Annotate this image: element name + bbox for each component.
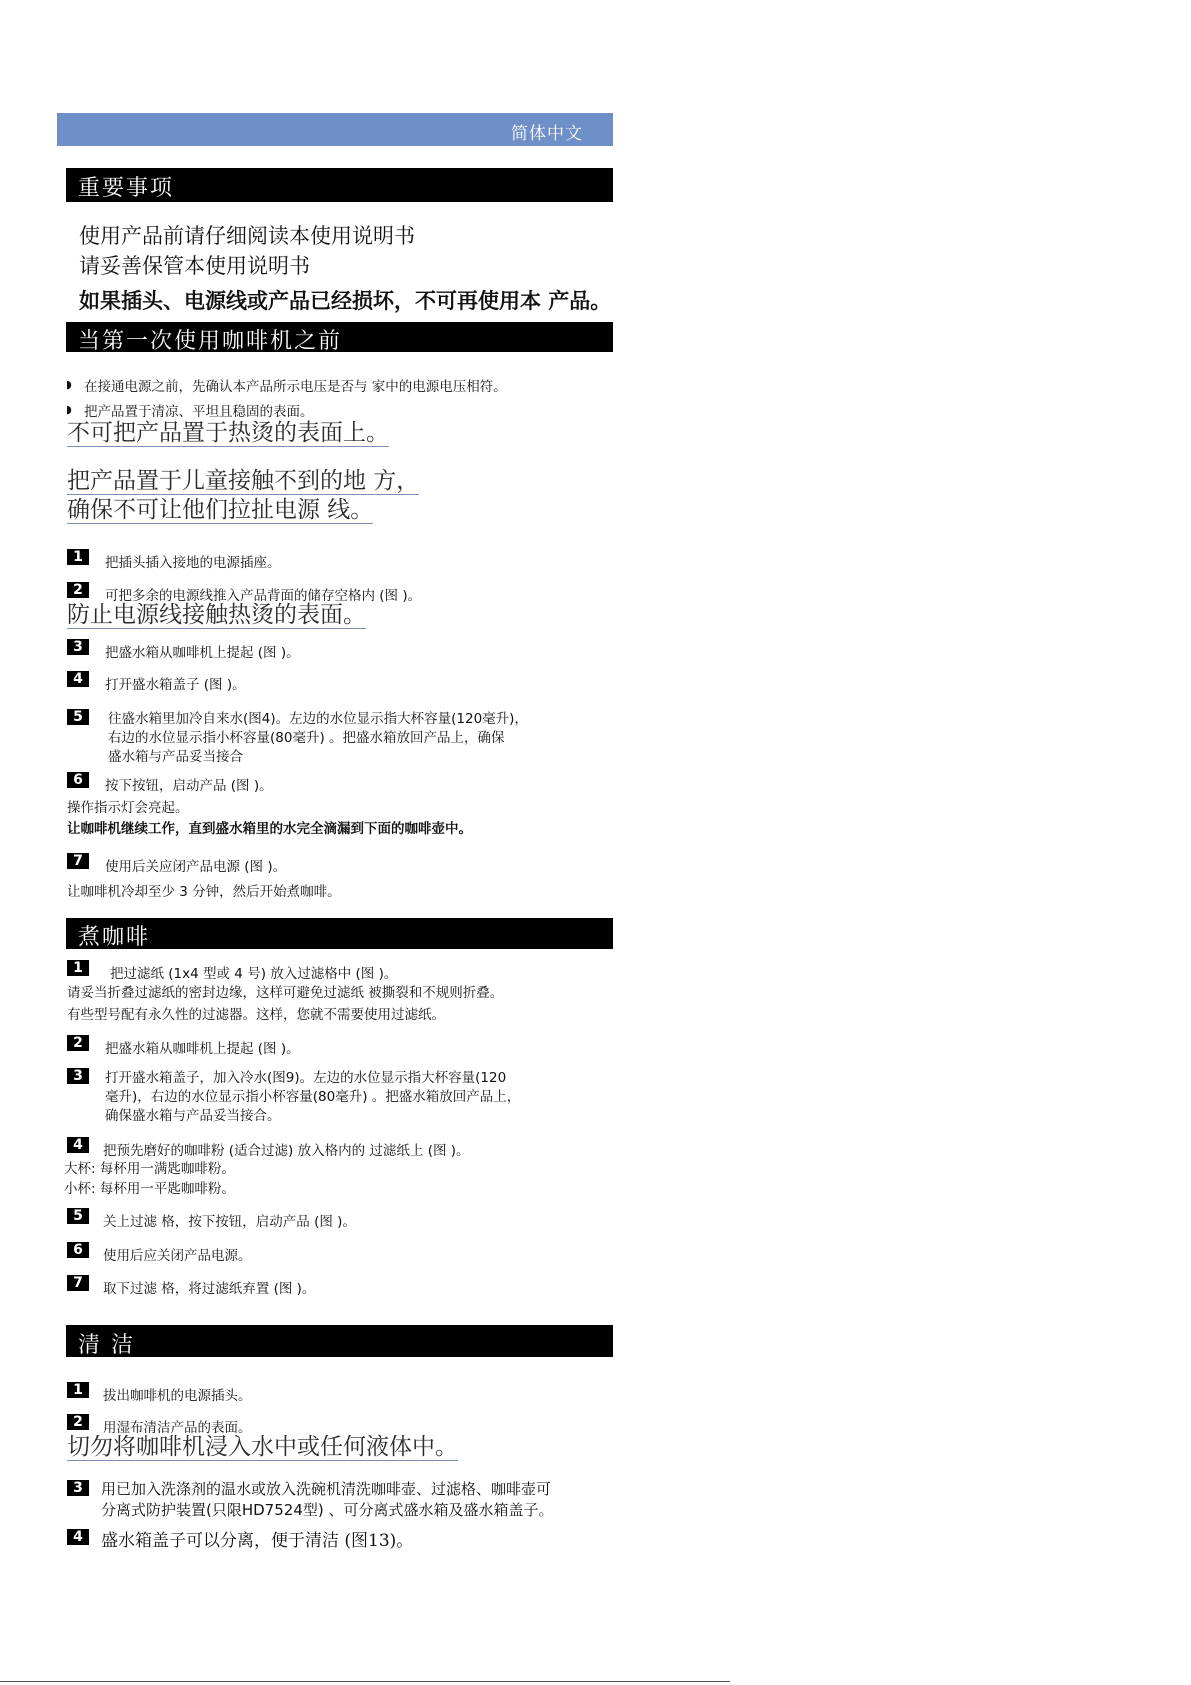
important-warning: 如果插头、电源线或产品已经损坏，不可再使用本 产品。 <box>79 289 612 313</box>
section-title: 煮咖啡 <box>78 925 151 950</box>
step-number: 2 <box>67 1414 89 1430</box>
step-text: 把预先磨好的咖啡粉 (适合过滤) 放入格内的 过滤纸上 (图 )。 <box>103 1143 470 1159</box>
step-note: 有些型号配有永久性的过滤器。这样，您就不需要使用过滤纸。 <box>67 1007 445 1023</box>
step-text: 把盛水箱从咖啡机上提起 (图 )。 <box>105 1041 300 1057</box>
section-header-cleaning <box>66 1325 613 1357</box>
warning-children-1: 把产品置于儿童接触不到的地 方， <box>67 468 420 494</box>
step-note: 让咖啡机继续工作，直到盛水箱里的水完全滴漏到下面的咖啡壶中。 <box>67 821 472 837</box>
step-text: 使用后应关闭产品电源。 <box>103 1248 252 1264</box>
step-text: 分离式防护装置(只限HD7524型) 、可分离式盛水箱及盛水箱盖子。 <box>101 1501 554 1519</box>
step-number: 6 <box>67 772 89 788</box>
section-title: 清 洁 <box>78 1333 135 1358</box>
important-line-2: 请妥善保管本使用说明书 <box>79 254 310 278</box>
step-number: 4 <box>67 1529 89 1545</box>
step-text: 用湿布清洁产品的表面。 <box>103 1420 252 1436</box>
step-text: 毫升)，右边的水位显示指小杯容量(80毫升) 。把盛水箱放回产品上， <box>105 1089 521 1105</box>
bullet-icon: ◗ <box>66 378 72 391</box>
step-text: 右边的水位显示指小杯容量(80毫升) 。把盛水箱放回产品上，确保 <box>108 730 505 746</box>
important-line-1: 使用产品前请仔细阅读本使用说明书 <box>79 224 415 248</box>
step-number: 6 <box>67 1242 89 1258</box>
step-text: 用已加入洗涤剂的温水或放入洗碗机清洗咖啡壶、过滤格、咖啡壶可 <box>101 1480 552 1498</box>
bullet-text: 把产品置于清凉、平坦且稳固的表面。 <box>84 404 314 420</box>
step-number: 1 <box>67 549 89 565</box>
step-text: 把过滤纸 (1x4 型或 4 号) 放入过滤格中 (图 )。 <box>110 966 398 982</box>
warning-children-2: 确保不可让他们拉扯电源 线。 <box>67 497 374 523</box>
step-note: 操作指示灯会亮起。 <box>67 800 189 816</box>
warning-hot-surface: 不可把产品置于热烫的表面上。 <box>67 420 389 446</box>
step-text: 可把多余的电源线推入产品背面的储存空格内 (图 )。 <box>105 588 422 604</box>
step-text: 取下过滤 格，将过滤纸弃置 (图 )。 <box>103 1281 316 1297</box>
step-text: 盛水箱盖子可以分离，便于清洁 (图13)。 <box>101 1531 414 1551</box>
section-header-important <box>66 168 613 202</box>
step-number: 7 <box>67 853 89 869</box>
step-number: 2 <box>67 582 89 598</box>
warning-no-immerse: 切勿将咖啡机浸入水中或任何液体中。 <box>67 1434 458 1460</box>
step-text: 确保盛水箱与产品妥当接合。 <box>105 1108 281 1124</box>
language-label: 简体中文 <box>511 124 583 144</box>
step-text: 打开盛水箱盖子 (图 )。 <box>105 677 246 693</box>
section-title: 重要事项 <box>78 176 175 201</box>
warning-cord: 防止电源线接触热烫的表面。 <box>67 602 366 628</box>
step-number: 3 <box>67 639 89 655</box>
step-number: 3 <box>67 1480 89 1496</box>
step-number: 1 <box>67 1382 89 1398</box>
bullet-text: 在接通电源之前，先确认本产品所示电压是否与 家中的电源电压相符。 <box>84 379 507 395</box>
step-text: 打开盛水箱盖子，加入冷水(图9)。左边的水位显示指大杯容量(120 <box>105 1070 507 1086</box>
step-text: 往盛水箱里加冷自来水(图4)。左边的水位显示指大杯容量(120毫升)， <box>108 711 528 727</box>
step-text: 拔出咖啡机的电源插头。 <box>103 1388 252 1404</box>
step-text: 把盛水箱从咖啡机上提起 (图 )。 <box>105 645 300 661</box>
section-title: 当第一次使用咖啡机之前 <box>78 329 343 354</box>
page-bottom-divider <box>0 1681 730 1682</box>
step-note: 小杯: 每杯用一平匙咖啡粉。 <box>64 1181 235 1197</box>
section-header-brewing <box>66 918 613 949</box>
step-number: 5 <box>67 1208 89 1224</box>
section-header-before-first-use <box>66 322 613 352</box>
step-note: 大杯: 每杯用一满匙咖啡粉。 <box>64 1161 235 1177</box>
language-bar <box>57 113 613 146</box>
step-note: 让咖啡机冷却至少 3 分钟，然后开始煮咖啡。 <box>67 884 341 900</box>
step-note: 请妥当折叠过滤纸的密封边缘，这样可避免过滤纸 被撕裂和不规则折叠。 <box>67 985 504 1001</box>
step-text: 使用后关应闭产品电源 (图 )。 <box>105 859 287 875</box>
step-text: 把插头插入接地的电源插座。 <box>105 555 281 571</box>
bullet-icon: ◗ <box>66 403 72 416</box>
step-text: 关上过滤 格，按下按钮，启动产品 (图 )。 <box>103 1214 356 1230</box>
step-number: 1 <box>67 960 89 976</box>
step-number: 2 <box>67 1035 89 1051</box>
step-number: 4 <box>67 671 89 687</box>
step-text: 盛水箱与产品妥当接合 <box>108 749 243 765</box>
step-number: 4 <box>67 1137 89 1153</box>
step-number: 3 <box>67 1068 89 1084</box>
step-text: 按下按钮，启动产品 (图 )。 <box>105 778 273 794</box>
step-number: 7 <box>67 1275 89 1291</box>
step-number: 5 <box>67 709 89 725</box>
